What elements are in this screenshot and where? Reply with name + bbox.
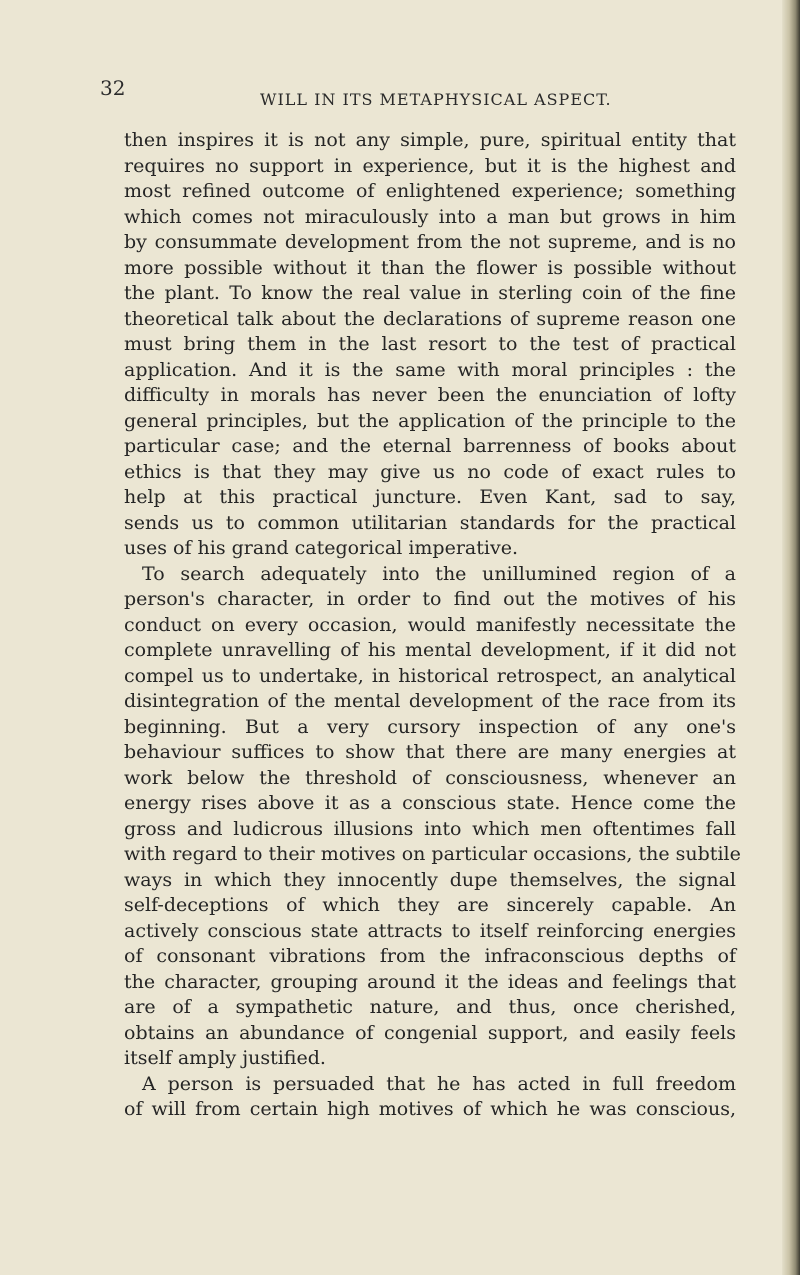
text-line: sends us to common utilitarian standards for the practical	[124, 511, 736, 534]
text-line: ethics is that they may give us no code of exact rules to	[124, 460, 736, 483]
body-text	[124, 128, 741, 1123]
text-line: help at this practical juncture. Even Kant, sad to say,	[124, 486, 736, 508]
text-line: uses of his grand categorical imperative.	[124, 537, 518, 559]
text-line: conduct on every occasion, would manifestly necessitate the	[124, 613, 736, 636]
page-number: 32	[100, 76, 126, 100]
text-line: more possible without it than the flower is possible without	[124, 256, 736, 279]
text-line: which comes not miraculously into a man but grows in him	[124, 205, 736, 228]
text-line: then inspires it is not any simple, pure, spiritual entity that	[124, 129, 736, 151]
text-line: To search adequately into the unillumined region of a	[142, 562, 736, 585]
text-line: general principles, but the application of the principle to the	[124, 409, 736, 432]
page-binding-edge	[782, 0, 800, 1275]
text-line: the plant. To know the real value in sterling coin of the fine	[124, 282, 736, 304]
text-line: itself amply justified.	[124, 1047, 326, 1069]
text-line: self-deceptions of which they are sincerely capable. An	[124, 894, 736, 916]
running-head: WILL IN ITS METAPHYSICAL ASPECT.	[260, 90, 612, 109]
text-line: A person is persuaded that he has acted in full freedom	[142, 1072, 736, 1095]
text-line: must bring them in the last resort to the test of practical	[124, 333, 736, 355]
text-line: person's character, in order to find out the motives of his	[124, 588, 736, 610]
text-line: behaviour suffices to show that there are many energies at	[124, 741, 736, 763]
text-line: compel us to undertake, in historical retrospect, an analytical	[124, 664, 736, 687]
text-line: particular case; and the eternal barrenness of books about	[124, 435, 736, 457]
text-line: gross and ludicrous illusions into which men oftentimes fall	[124, 817, 736, 840]
text-line: of will from certain high motives of which he was conscious,	[124, 1098, 736, 1120]
text-line: are of a sympathetic nature, and thus, once cherished,	[124, 996, 736, 1018]
text-line: requires no support in experience, but it is the highest and	[124, 154, 736, 177]
text-line: complete unravelling of his mental development, if it did not	[124, 639, 736, 661]
text-line: the character, grouping around it the ideas and feelings that	[124, 970, 736, 993]
text-line: with regard to their motives on particular occasions, the subtile	[124, 843, 741, 865]
text-line: energy rises above it as a conscious state. Hence come the	[124, 792, 736, 814]
text-line: most refined outcome of enlightened experience; something	[124, 180, 736, 202]
text-line: by consummate development from the not supreme, and is no	[124, 231, 736, 253]
text-line: difficulty in morals has never been the enunciation of lofty	[124, 384, 736, 406]
text-line: ways in which they innocently dupe themselves, the signal	[124, 868, 736, 891]
text-line: actively conscious state attracts to itself reinforcing energies	[124, 919, 736, 942]
text-line: of consonant vibrations from the infraconscious depths of	[124, 945, 736, 967]
text-line: beginning. But a very cursory inspection of any one's	[124, 715, 736, 738]
text-line: application. And it is the same with moral principles : the	[124, 358, 736, 381]
page-header	[100, 76, 740, 110]
text-line: work below the threshold of consciousness, whenever an	[124, 766, 736, 789]
text-line: disintegration of the mental development of the race from its	[124, 690, 736, 712]
text-line: obtains an abundance of congenial support, and easily feels	[124, 1021, 736, 1044]
text-line: theoretical talk about the declarations of supreme reason one	[124, 307, 736, 330]
